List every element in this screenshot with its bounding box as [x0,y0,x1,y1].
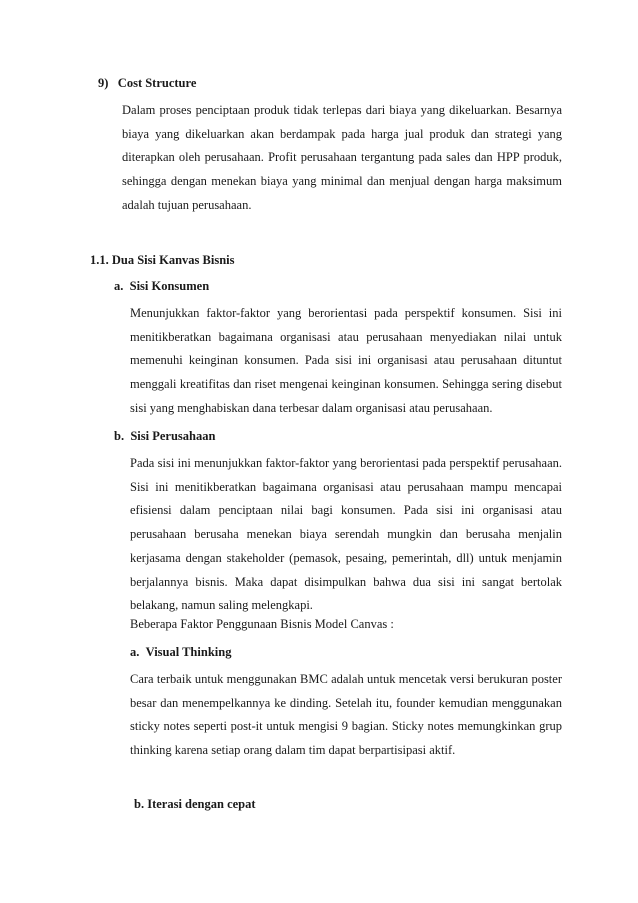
sisi-konsumen-body: Menunjukkan faktor-faktor yang berorientasi pada perspektif konsumen. Sisi ini menitikberatkan bagaimana organisasi atau perusahaan menyediakan nilai untuk memenuhi keinginan konsumen. Pada sisi ini organisasi atau perusahaan dituntut menggali kreatifitas dan riset mengenai keinginan konsumen. Sehingga sering disebut sisi yang menghabiskan dana terbesar dalam organisasi atau perusahaan. [130,306,562,415]
faktor-intro: Beberapa Faktor Penggunaan Bisnis Model Canvas : [130,617,394,631]
sisi-perusahaan-body: Pada sisi ini menunjukkan faktor-faktor yang berorientasi pada perspektif perusahaan. Sisi ini menitikberatkan bagaimana organisasi atau perusahaan mampu mencapai efisiensi dalam penciptaan nilai bagi konsumen. Pada sisi ini organisasi atau perusahaan berusaha menekan biaya serendah mungkin dan berusaha menjalin kerjasama dengan stakeholder (pemasok, pesaing, pemerintah, dll) untuk menjamin berjalannya bisnis. Maka dapat disimpulkan bahwa dua sisi ini sangat bertolak belakang, namun saling melengkapi. [130,456,562,613]
sisi-konsumen-title: Sisi Konsumen [129,279,210,293]
section-1-1-title: 1.1. Dua Sisi Kanvas Bisnis [90,253,235,267]
visual-thinking-label: a. [130,645,140,659]
sisi-perusahaan-label: b. [114,429,125,443]
cost-structure-heading [98,76,196,91]
visual-thinking-body: Cara terbaik untuk menggunakan BMC adalah untuk mencetak versi berukuran poster besar dan menempelkannya ke dinding. Setelah itu, founder kemudian menggunakan sticky notes seperti post-it untuk mengisi 9 bagian. Sticky notes memungkinkan grup thinking karena setiap orang dalam tim dapat berpartisipasi aktif. [130,672,562,758]
cost-structure-body: Dalam proses penciptaan produk tidak terlepas dari biaya yang dikeluarkan. Besarnya biaya yang dikeluarkan akan berdampak pada harga jual produk dan strategi yang diterapkan oleh perusahaan. Profit perusahaan tergantung pada sales dan HPP produk, sehingga dengan menekan biaya yang minimal dan menjual dengan harga maksimum adalah tujuan perusahaan. [122,103,562,212]
cost-structure-number: 9) [98,76,109,90]
visual-thinking-title: Visual Thinking [145,645,232,659]
visual-thinking-heading [130,645,231,660]
sisi-konsumen-heading [114,279,209,294]
sisi-konsumen-label: a. [114,279,124,293]
cost-structure-title: Cost Structure [117,76,197,90]
sisi-perusahaan-heading [114,429,215,444]
sisi-perusahaan-title: Sisi Perusahaan [130,429,216,443]
iterasi-heading: b. Iterasi dengan cepat [134,797,256,811]
